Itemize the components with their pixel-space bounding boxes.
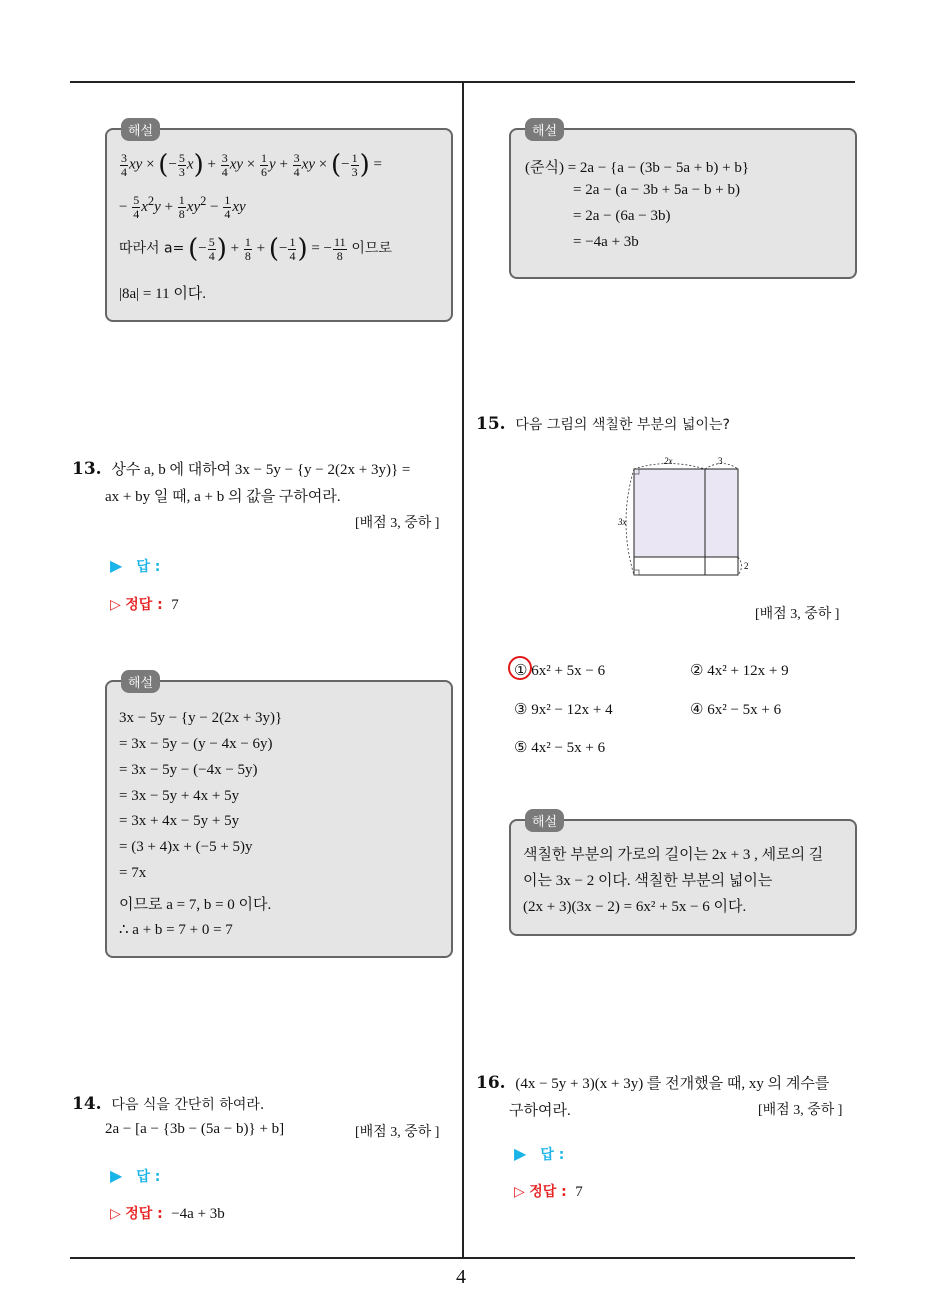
label-2x: 2x xyxy=(664,456,673,466)
q14-expression: 2a − [a − {3b − (5a − b)} + b] xyxy=(105,1121,285,1137)
q14-text-1: 다음 식을 간단히 하여라. xyxy=(111,1097,265,1113)
bottom-right-brace xyxy=(738,557,742,575)
label-3: 3 xyxy=(718,456,723,466)
solution-box-13 xyxy=(105,676,453,958)
bottom-rule xyxy=(70,1257,855,1259)
q13-correct-row xyxy=(110,594,179,614)
answer-label: 답 : xyxy=(540,1147,565,1163)
q16-text-2: 구하여라. xyxy=(509,1103,571,1119)
q15-text: 다음 그림의 색칠한 부분의 넓이는? xyxy=(515,417,730,433)
left-brace xyxy=(626,469,634,575)
page-number: 4 xyxy=(456,1266,466,1288)
solution-step: = −4a + 3b xyxy=(573,234,639,250)
q15-line-1 xyxy=(476,414,730,434)
outline-triangle-icon: ▷ xyxy=(110,1206,121,1222)
correct-label: 정답 : xyxy=(125,1206,163,1222)
solution-step: (준식) = 2a − {a − (3b − 5a + b) + b} xyxy=(525,160,750,176)
q16-line-1 xyxy=(476,1072,829,1093)
solution-tag: 해설 xyxy=(525,118,564,141)
solution-box-11 xyxy=(509,124,857,279)
outline-triangle-icon: ▷ xyxy=(514,1184,525,1200)
solution-step: = 3x − 5y − (y − 4x − 6y) xyxy=(119,736,273,752)
solution-tag: 해설 xyxy=(121,670,160,693)
solution-step: ∴ a + b = 7 + 0 = 7 xyxy=(119,922,233,938)
q15-number: 15. xyxy=(476,414,506,434)
solution-box-12 xyxy=(105,124,453,322)
q14-line-1 xyxy=(72,1094,264,1114)
q13-score: [배점 3, 중하 ] xyxy=(355,516,440,531)
shaded-region xyxy=(634,469,738,557)
q16-score: [배점 3, 중하 ] xyxy=(758,1103,843,1118)
solution-step: = 2a − (6a − 3b) xyxy=(573,208,671,224)
right-angle-mark xyxy=(634,570,639,575)
solution-step: (2x + 3)(3x − 2) = 6x² + 5x − 6 이다. xyxy=(523,899,747,915)
q16-answer-row[interactable] xyxy=(514,1144,564,1164)
q15-option-2[interactable]: ② 4x² + 12x + 9 xyxy=(690,663,789,679)
outline-triangle-icon: ▷ xyxy=(110,597,121,613)
q15-option-3[interactable]: ③ 9x² − 12x + 4 xyxy=(514,702,613,718)
correct-label: 정답 : xyxy=(125,597,163,613)
q14-answer-row[interactable] xyxy=(110,1166,160,1186)
q15-option-5[interactable]: ⑤ 4x² − 5x + 6 xyxy=(514,740,606,756)
solution-tag: 해설 xyxy=(121,118,160,141)
q16-number: 16. xyxy=(476,1073,506,1093)
play-icon: ▶ xyxy=(110,1166,123,1185)
solution-step: 색칠한 부분의 가로의 길이는 2x + 3 , 세로의 길 xyxy=(523,847,824,863)
q13-number: 13. xyxy=(72,459,102,479)
q13-text-1: 상수 a, b 에 대하여 3x − 5y − {y − 2(2x + 3y)} = xyxy=(111,462,411,478)
q13-text-2: ax + by 일 때, a + b 의 값을 구하여라. xyxy=(105,489,341,505)
answer-label: 답 : xyxy=(136,559,161,575)
q14-score: [배점 3, 중하 ] xyxy=(355,1125,440,1140)
q16-correct-value: 7 xyxy=(575,1184,583,1200)
q13-answer-row[interactable] xyxy=(110,556,160,576)
q15-score: [배점 3, 중하 ] xyxy=(755,607,840,622)
solution-step: = 3x + 4x − 5y + 5y xyxy=(119,813,240,829)
solution-line-3: 따라서 a= (− $\frac{5}{4}$ ) + $\frac{1}{8}$ + (− $\frac{1}{4}$ ) = − $\frac{11}{8}$ 이므로 xyxy=(119,234,392,264)
q16-correct-row xyxy=(514,1181,583,1201)
column-divider xyxy=(462,83,464,1259)
solution-step: 이므로 a = 7, b = 0 이다. xyxy=(119,897,272,913)
selected-answer-circle xyxy=(508,656,532,680)
solution-step: = 2a − (a − 3b + 5a − b + b) xyxy=(573,182,740,198)
play-icon: ▶ xyxy=(514,1144,527,1163)
label-2: 2 xyxy=(744,561,749,571)
q14-correct-row xyxy=(110,1203,225,1223)
answer-label: 답 : xyxy=(136,1169,161,1185)
label-3x: 3x xyxy=(618,517,627,527)
correct-label: 정답 : xyxy=(529,1184,567,1200)
q14-number: 14. xyxy=(72,1094,102,1114)
q14-correct-value: −4a + 3b xyxy=(171,1206,225,1222)
solution-step: 3x − 5y − {y − 2(2x + 3y)} xyxy=(119,710,283,726)
q13-line-1 xyxy=(72,458,410,479)
solution-step: = 7x xyxy=(119,865,147,881)
q15-figure xyxy=(608,452,768,582)
solution-step: 이는 3x − 2 이다. 색칠한 부분의 넓이는 xyxy=(523,873,773,889)
q13-correct-value: 7 xyxy=(171,597,179,613)
solution-line-1: $\frac{3}{4}$ xy × (− $\frac{5}{3}$ x) + $\frac{3}{4}$ xy × $\frac{1}{6}$ y + $\frac{3}{4}$ xy × (− $\frac{1}{3}$ ) = xyxy=(121,150,382,180)
solution-step: = 3x − 5y + 4x + 5y xyxy=(119,788,240,804)
q16-text-1: (4x − 5y + 3)(x + 3y) 를 전개했을 때, xy 의 계수를 xyxy=(515,1076,830,1092)
solution-step: = (3 + 4)x + (−5 + 5)y xyxy=(119,839,253,855)
play-icon: ▶ xyxy=(110,556,123,575)
solution-box-15 xyxy=(509,815,857,936)
solution-tag: 해설 xyxy=(525,809,564,832)
solution-step: = 3x − 5y − (−4x − 5y) xyxy=(119,762,258,778)
q15-option-1[interactable]: ① 6x² + 5x − 6 xyxy=(514,663,606,679)
q15-option-4[interactable]: ④ 6x² − 5x + 6 xyxy=(690,702,782,718)
solution-line-4: |8a| = 11 이다. xyxy=(119,286,207,302)
solution-line-2: − $\frac{5}{4}$ $x^2y$ + $\frac{1}{8}$ $xy^2$ − $\frac{1}{4}$ xy xyxy=(119,193,246,222)
